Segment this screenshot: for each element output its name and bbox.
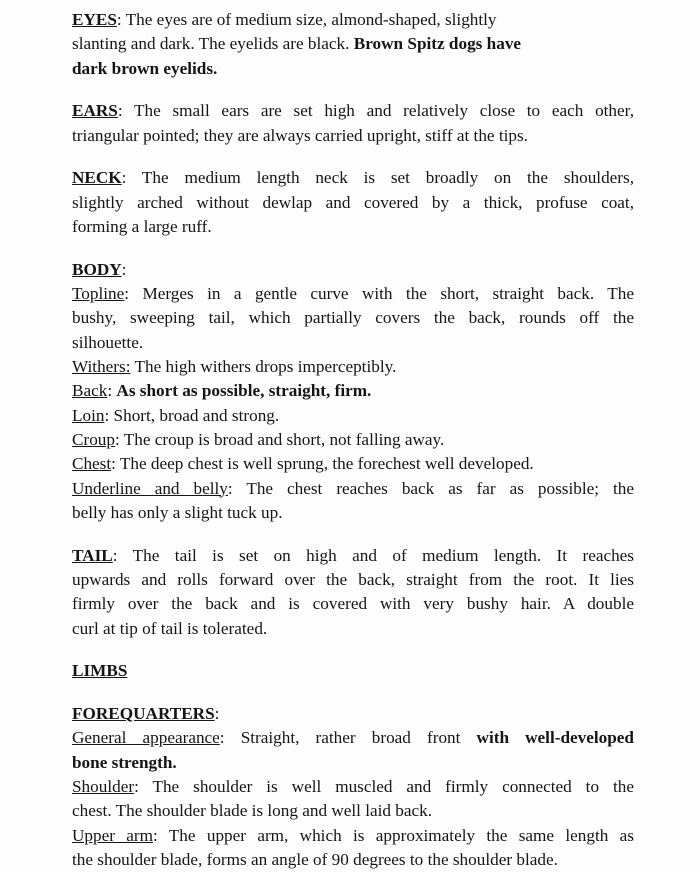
text-line bbox=[72, 124, 634, 148]
text-line bbox=[72, 99, 634, 123]
text-run: forming a large ruff. bbox=[72, 217, 212, 237]
text-line bbox=[72, 617, 634, 641]
text-line bbox=[72, 32, 634, 56]
neck-paragraph bbox=[72, 166, 634, 239]
text-run: : The deep chest is well sprung, the forechest well developed. bbox=[111, 454, 534, 474]
text-run: : The croup is broad and short, not falling away. bbox=[114, 429, 445, 449]
text-line bbox=[72, 544, 634, 568]
text-line bbox=[72, 57, 634, 81]
upper-arm-item bbox=[72, 824, 634, 872]
topline-item bbox=[72, 282, 634, 355]
term-label: Upper arm bbox=[72, 825, 154, 845]
text-line bbox=[72, 659, 634, 683]
text-run: : bbox=[107, 381, 117, 401]
text-run: : bbox=[214, 704, 220, 724]
eyes-paragraph bbox=[72, 8, 634, 81]
back-item bbox=[72, 379, 634, 403]
text-line bbox=[72, 592, 634, 616]
text-run: triangular pointed; they are always carried upright, stiff at the tips. bbox=[72, 125, 528, 145]
text-line bbox=[72, 568, 634, 592]
text-run: : The tail is set on high and of medium length. It reaches bbox=[112, 545, 634, 565]
term-label: BODY bbox=[72, 259, 122, 279]
text-run: the shoulder blade, forms an angle of 90 degrees to the shoulder blade. bbox=[72, 849, 558, 869]
term-label: NECK bbox=[72, 168, 122, 188]
text-run: bone strength. bbox=[72, 752, 177, 772]
text-run: belly has only a slight tuck up. bbox=[72, 502, 283, 522]
text-line bbox=[72, 751, 634, 775]
text-run: : bbox=[121, 259, 127, 279]
text-run: chest. The shoulder blade is long and well laid back. bbox=[72, 801, 433, 821]
term-label: FOREQUARTERS bbox=[72, 704, 215, 724]
forequarters-heading bbox=[72, 702, 634, 726]
text-run: : Short, broad and strong. bbox=[104, 405, 280, 425]
document-body bbox=[72, 8, 634, 872]
text-line bbox=[72, 258, 634, 282]
term-label: Underline and belly bbox=[72, 478, 228, 498]
text-run: : The chest reaches back as far as possible; the bbox=[227, 478, 634, 498]
text-run: : The small ears are set high and relatively close to each other, bbox=[117, 101, 634, 121]
tail-paragraph bbox=[72, 544, 634, 641]
text-run: silhouette. bbox=[72, 332, 144, 352]
term-label: Back bbox=[72, 381, 108, 401]
term-label: Topline bbox=[72, 284, 125, 304]
text-run: with well-developed bbox=[476, 728, 634, 748]
text-line bbox=[72, 355, 634, 379]
general-appearance-item bbox=[72, 726, 634, 775]
text-run: bushy, sweeping tail, which partially covers the back, rounds off the bbox=[72, 308, 634, 328]
body-heading bbox=[72, 258, 634, 282]
text-line bbox=[72, 306, 634, 330]
term-label: Loin bbox=[72, 405, 105, 425]
term-label: Withers: bbox=[72, 357, 131, 377]
text-line bbox=[72, 379, 634, 403]
text-run: : The eyes are of medium size, almond-shaped, slightly bbox=[116, 10, 497, 29]
text-run: The high withers drops imperceptibly. bbox=[130, 357, 397, 377]
text-run: : The upper arm, which is approximately the same length as bbox=[153, 825, 634, 845]
text-run: : Straight, rather broad front bbox=[219, 728, 477, 748]
text-run: : Merges in a gentle curve with the short, straight back. The bbox=[124, 284, 634, 304]
text-run: curl at tip of tail is tolerated. bbox=[72, 618, 268, 638]
term-label: TAIL bbox=[72, 545, 113, 565]
text-run: dark brown eyelids. bbox=[72, 58, 218, 78]
text-run: slightly arched without dewlap and covered by a thick, profuse coat, bbox=[72, 192, 634, 212]
text-run: firmly over the back and is covered with very bushy hair. A double bbox=[72, 594, 634, 614]
withers-item bbox=[72, 355, 634, 379]
text-line bbox=[72, 428, 634, 452]
text-line bbox=[72, 166, 634, 190]
text-line bbox=[72, 452, 634, 476]
text-run: : The medium length neck is set broadly on the shoulders, bbox=[121, 168, 634, 188]
term-label: General appearance bbox=[72, 728, 220, 748]
term-label: LIMBS bbox=[72, 661, 128, 681]
text-line bbox=[72, 191, 634, 215]
text-run: Brown Spitz dogs have bbox=[353, 34, 522, 54]
term-label: Shoulder bbox=[72, 777, 135, 797]
term-label: EYES bbox=[72, 10, 117, 29]
underline-belly-item bbox=[72, 477, 634, 526]
text-run: : The shoulder is well muscled and firmly connected to the bbox=[134, 777, 634, 797]
text-line bbox=[72, 404, 634, 428]
text-line bbox=[72, 775, 634, 799]
limbs-heading bbox=[72, 659, 634, 683]
shoulder-item bbox=[72, 775, 634, 824]
term-label: EARS bbox=[72, 101, 118, 121]
text-line bbox=[72, 331, 634, 355]
loin-item bbox=[72, 404, 634, 428]
chest-item bbox=[72, 452, 634, 476]
text-line bbox=[72, 8, 634, 32]
text-line bbox=[72, 477, 634, 501]
text-line bbox=[72, 799, 634, 823]
text-run: upwards and rolls forward over the back, straight from the root. It lies bbox=[72, 569, 634, 589]
text-line bbox=[72, 848, 634, 872]
term-label: Croup bbox=[72, 429, 115, 449]
text-run: As short as possible, straight, firm. bbox=[116, 381, 372, 401]
text-line bbox=[72, 702, 634, 726]
ears-paragraph bbox=[72, 99, 634, 148]
term-label: Chest bbox=[72, 454, 112, 474]
text-run: slanting and dark. The eyelids are black. bbox=[72, 34, 354, 54]
text-line bbox=[72, 215, 634, 239]
croup-item bbox=[72, 428, 634, 452]
text-line bbox=[72, 726, 634, 750]
text-line bbox=[72, 501, 634, 525]
text-line bbox=[72, 282, 634, 306]
text-line bbox=[72, 824, 634, 848]
